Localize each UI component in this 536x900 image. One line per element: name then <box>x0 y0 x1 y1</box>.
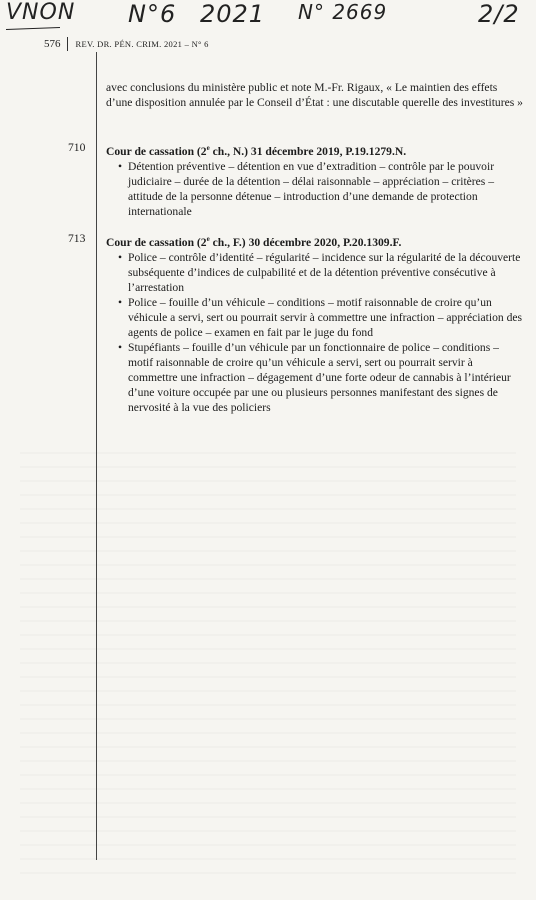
keyword-item: • Stupéfiants – fouille d’un véhicule par un fonctionnaire de police – conditions – motif raisonnable de croire qu’un véhicule a servi, sert ou pourrait servir à commettre une infraction – dégagement d’une forte odeur de cannabis à l’intérieur d’une voiture occupée par une ou plusieurs personnes manifestant des signes de nervosité à la vue des policiers <box>118 340 524 415</box>
entry-number: 710 <box>68 141 86 154</box>
intro-text: avec conclusions du ministère public et note M.-Fr. Rigaux, « Le maintien des effets d’une disposition annulée par le Conseil d’État : une discutable querelle des investitures » <box>106 81 523 109</box>
keyword-list <box>106 250 524 415</box>
handwritten-reference: N° 2669 <box>298 0 388 24</box>
entry-713 <box>106 232 524 415</box>
entry-title: Cour de cassation (2e ch., F.) 30 décembre 2020, P.20.1309.F. <box>106 235 402 249</box>
intro-paragraph <box>106 80 524 110</box>
handwritten-year: 2021 <box>200 0 266 28</box>
bleed-through-shadow <box>20 440 516 880</box>
handwritten-mark: VNON <box>6 0 76 25</box>
header-separator <box>67 37 68 51</box>
handwritten-page-count: 2/2 <box>478 0 520 28</box>
entry-title: Cour de cassation (2e ch., N.) 31 décembre 2019, P.19.1279.N. <box>106 144 407 158</box>
keyword-item: • Détention préventive – détention en vue d’extradition – contrôle par le pouvoir judiciaire – durée de la détention – délai raisonnable – appréciation – critères – attitude de la personne détenue – introduction d’une demande de protection internationale <box>118 159 524 219</box>
handwritten-issue-number: N°6 <box>128 0 177 28</box>
keyword-item: • Police – contrôle d’identité – régularité – incidence sur la régularité de la découverte subséquente d’indices de culpabilité et de la détention préventive consécutive à l’arrestation <box>118 250 524 295</box>
entry-number: 713 <box>68 232 86 245</box>
entry-710 <box>106 141 524 219</box>
running-title: REV. DR. PÉN. CRIM. 2021 – N° 6 <box>75 39 209 49</box>
keyword-list <box>106 159 524 219</box>
running-header <box>44 37 209 51</box>
keyword-item: • Police – fouille d’un véhicule – conditions – motif raisonnable de croire qu’un véhicule a servi, sert ou pourrait servir à commettre une infraction – appréciation des agents de police – examen en fait par le juge du fond <box>118 295 524 340</box>
margin-rule <box>96 52 97 860</box>
page-number: 576 <box>44 38 61 50</box>
